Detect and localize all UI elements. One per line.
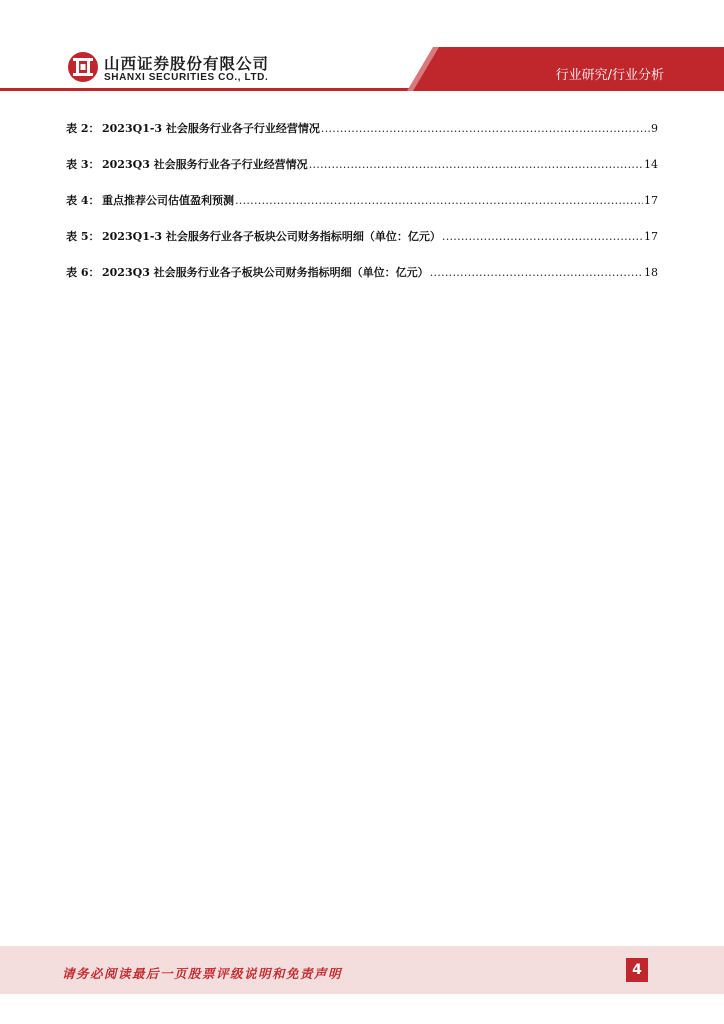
toc-row[interactable] bbox=[66, 120, 658, 156]
disclaimer-notice: 请务必阅读最后一页股票评级说明和免责声明 bbox=[62, 966, 343, 981]
toc-leader bbox=[321, 122, 650, 135]
toc-title: 2023Q3 社会服务行业各子板块公司财务指标明细（单位：亿元） bbox=[102, 266, 429, 279]
toc-leader bbox=[235, 194, 643, 207]
toc-page: 18 bbox=[644, 266, 658, 279]
toc-title: 2023Q1-3 社会服务行业各子板块公司财务指标明细（单位：亿元） bbox=[102, 230, 441, 243]
toc-row[interactable] bbox=[66, 156, 658, 192]
page-footer bbox=[0, 946, 724, 994]
toc-title: 2023Q3 社会服务行业各子行业经营情况 bbox=[102, 158, 308, 171]
toc-title: 重点推荐公司估值盈利预测 bbox=[102, 194, 234, 207]
toc-number: 表 4： bbox=[66, 194, 100, 207]
toc-title: 2023Q1-3 社会服务行业各子行业经营情况 bbox=[102, 122, 320, 135]
toc-page: 17 bbox=[644, 230, 658, 243]
toc-leader bbox=[309, 158, 643, 171]
toc-leader bbox=[442, 230, 643, 243]
toc-leader bbox=[430, 266, 643, 279]
toc-page: 17 bbox=[644, 194, 658, 207]
company-name-en: SHANXI SECURITIES CO., LTD. bbox=[104, 72, 269, 83]
toc-row[interactable] bbox=[66, 192, 658, 228]
page-header bbox=[0, 0, 724, 100]
toc-page: 14 bbox=[644, 158, 658, 171]
company-logo-icon bbox=[67, 51, 99, 83]
section-label: 行业研究/行业分析 bbox=[555, 68, 664, 83]
toc-row[interactable] bbox=[66, 228, 658, 264]
toc-row[interactable] bbox=[66, 264, 658, 300]
company-name-cn: 山西证券股份有限公司 bbox=[104, 55, 270, 73]
table-of-figures bbox=[66, 120, 658, 300]
toc-number: 表 6： bbox=[66, 266, 100, 279]
toc-number: 表 2： bbox=[66, 122, 100, 135]
toc-number: 表 3： bbox=[66, 158, 100, 171]
header-banner bbox=[0, 0, 724, 100]
toc-number: 表 5： bbox=[66, 230, 100, 243]
page-number: 4 bbox=[626, 958, 648, 982]
toc-page: 9 bbox=[651, 122, 658, 135]
